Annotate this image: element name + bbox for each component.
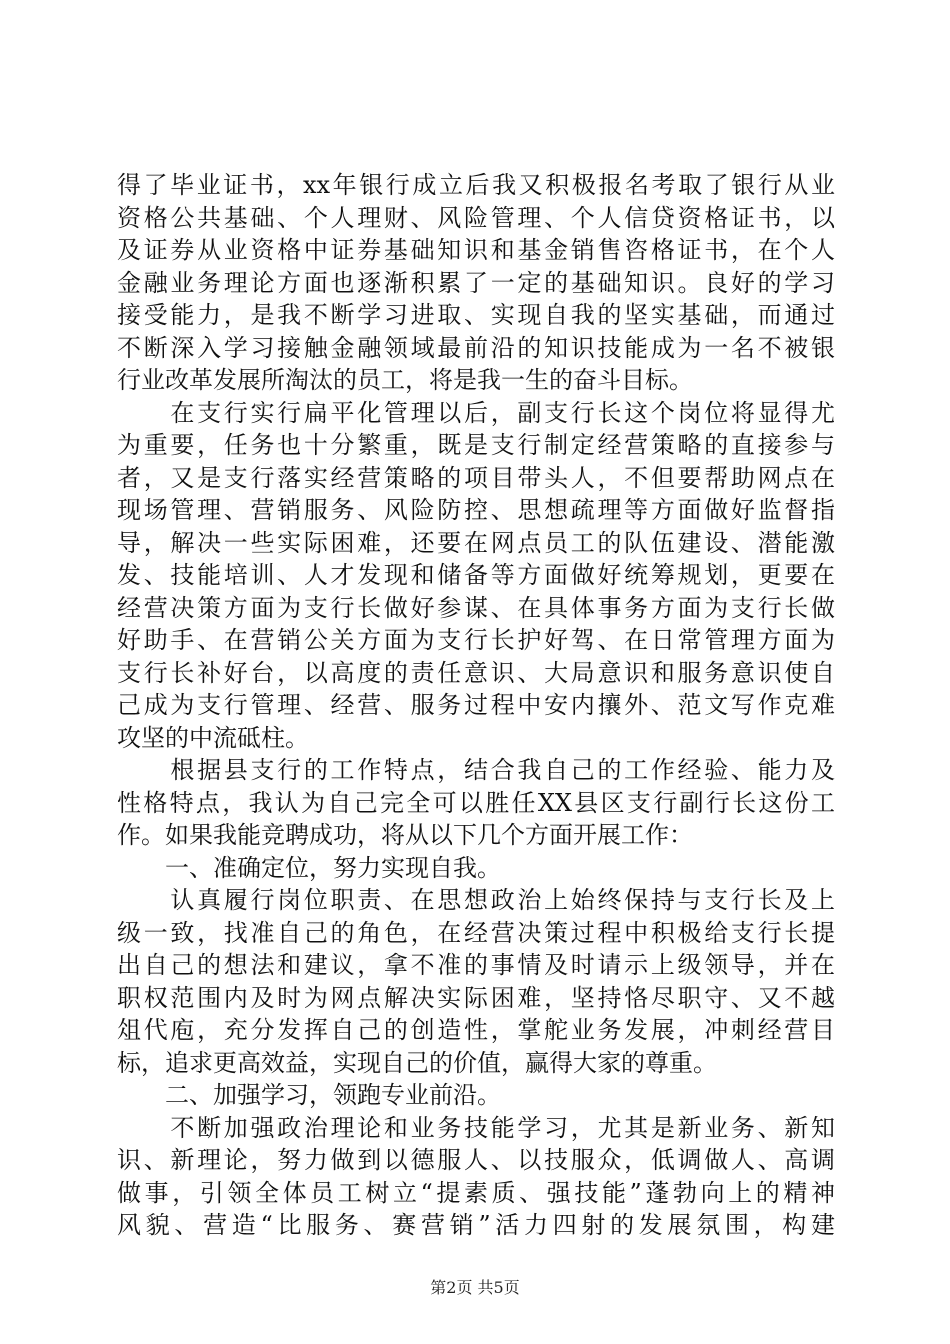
text-line: 一、准确定位，努力实现自我。 [117,853,501,882]
text-line: 根据县支行的工作特点，结合我自己的工作经验、能力及 [117,756,835,784]
document-body [117,169,835,1242]
text-line: 现场管理、营销服务、风险防控、思想疏理等方面做好监督指 [117,496,835,524]
text-line: 在支行实行扁平化管理以后，副支行长这个岗位将显得尤 [117,398,835,427]
text-line: 级一致，找准自己的角色，在经营决策过程中积极给支行长提 [117,918,835,947]
text-line: 金融业务理论方面也逐渐积累了一定的基础知识。良好的学习 [117,268,835,297]
text-line: 做事，引领全体员工树立“提素质、强技能”蓬勃向上的精神 [117,1178,835,1207]
text-line: 导，解决一些实际困难，还要在网点员工的队伍建设、潜能激 [117,528,835,557]
text-line: 俎代庖，充分发挥自己的创造性，掌舵业务发展，冲刺经营目 [117,1016,835,1044]
text-line: 标，追求更高效益，实现自己的价值，赢得大家的尊重。 [117,1048,717,1077]
text-line: 支行长补好台，以高度的责任意识、大局意识和服务意识使自 [117,658,835,687]
text-line: 二、加强学习，领跑专业前沿。 [117,1081,501,1109]
text-line: 资格公共基础、个人理财、风险管理、个人信贷资格证书，以 [117,203,835,232]
text-line: 者，又是支行落实经营策略的项目带头人，不但要帮助网点在 [117,463,835,492]
text-line: 发、技能培训、人才发现和储备等方面做好统筹规划，更要在 [117,561,835,589]
text-line: 认真履行岗位职责、在思想政治上始终保持与支行长及上 [117,886,835,914]
text-line: 不断深入学习接触金融领域最前沿的知识技能成为一名不被银 [117,333,835,362]
text-line: 出自己的想法和建议，拿不准的事情及时请示上级领导，并在 [117,951,835,979]
text-line: 风貌、营造“比服务、赛营销”活力四射的发展氛围，构建 [117,1211,835,1239]
text-line: 己成为支行管理、经营、服务过程中安内攘外、范文写作克难 [117,691,835,719]
text-line: 好助手、在营销公关方面为支行长护好驾、在日常管理方面为 [117,626,835,654]
text-line: 识、新理论，努力做到以德服人、以技服众，低调做人、高调 [117,1146,835,1174]
text-line: 经营决策方面为支行长做好参谋、在具体事务方面为支行长做 [117,593,835,622]
text-line: 性格特点，我认为自己完全可以胜任XX县区支行副行长这份工 [117,788,835,817]
text-line: 攻坚的中流砥柱。 [117,723,309,752]
text-line: 不断加强政治理论和业务技能学习，尤其是新业务、新知 [117,1113,835,1142]
text-line: 得了毕业证书，xx年银行成立后我又积极报名考取了银行从业 [117,171,835,199]
text-line: 为重要，任务也十分繁重，既是支行制定经营策略的直接参与 [117,431,835,459]
page-footer: 第2页 共5页 [430,1278,520,1297]
text-line: 接受能力，是我不断学习进取、实现自我的坚实基础，而通过 [117,301,835,329]
text-line: 行业改革发展所淘汰的员工，将是我一生的奋斗目标。 [117,366,693,394]
text-line: 作。如果我能竞聘成功，将从以下几个方面开展工作： [117,821,693,849]
text-line: 及证券从业资格中证券基础知识和基金销售咨格证书，在个人 [117,236,835,264]
text-line: 职权范围内及时为网点解决实际困难，坚持恪尽职守、又不越 [117,983,835,1012]
